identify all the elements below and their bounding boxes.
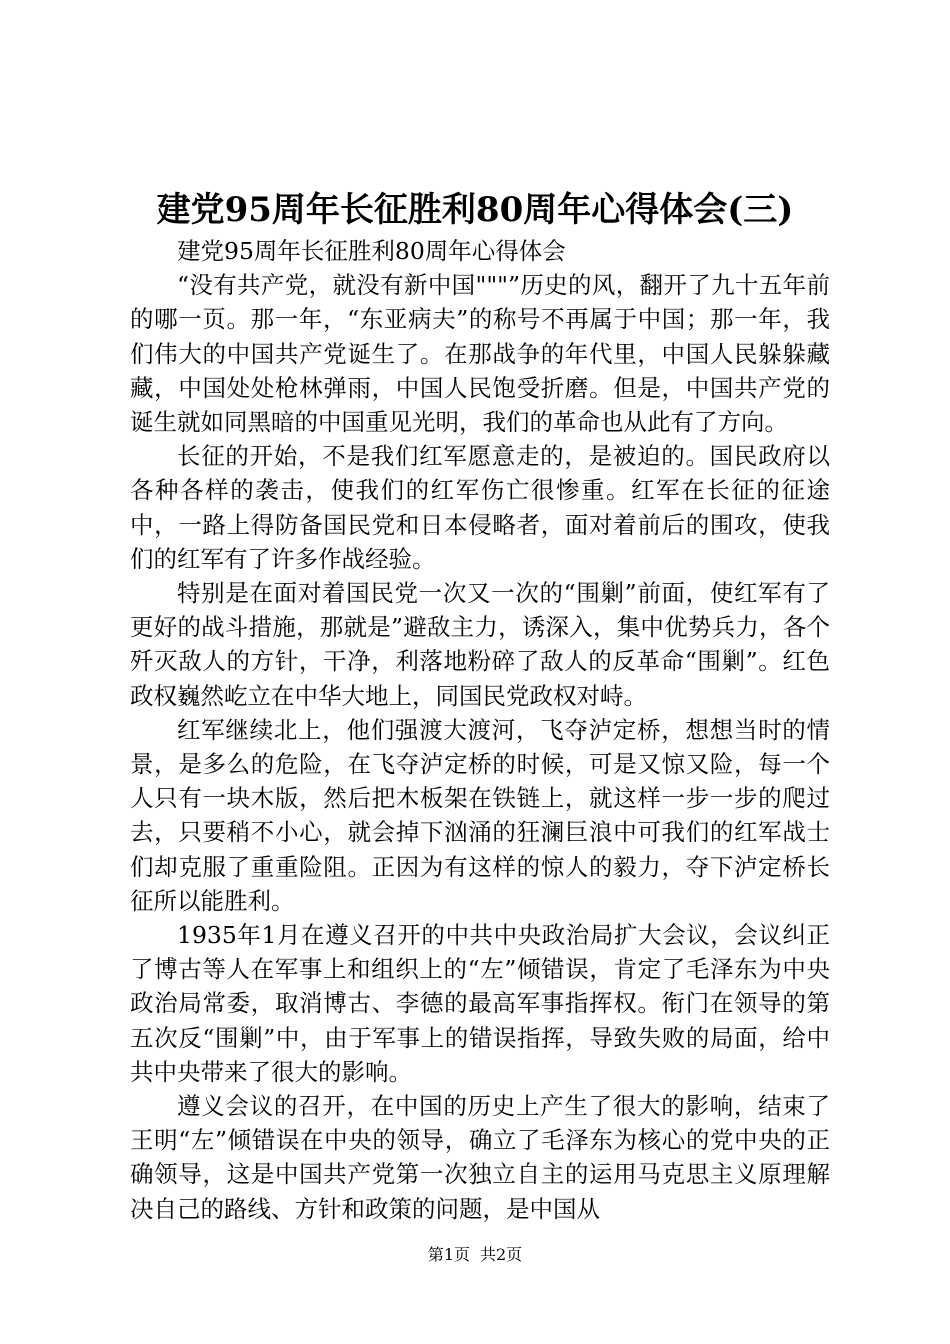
document-title: 建党95周年长征胜利80周年心得体会(三) <box>156 190 794 230</box>
document-body <box>130 234 830 1226</box>
paragraph: “没有共产党，就没有新中国"""”历史的风，翻开了九十五年前的哪一页。那一年，“东亚病夫”的称号不再属于中国；那一年，我们伟大的中国共产党诞生了。在那战争的年代里，中国人民躲躲藏藏，中国处处枪林弹雨，中国人民饱受折磨。但是，中国共产党的诞生就如同黑暗的中国重见光明，我们的革命也从此有了方向。 <box>130 271 830 437</box>
page-number-total: 共2页 <box>480 1245 523 1264</box>
paragraph: 特别是在面对着国民党一次又一次的“围剿”前面，使红军有了更好的战斗措施，那就是”避敌主力，诱深入，集中优势兵力，各个歼灭敌人的方针，干净，利落地粉碎了敌人的反革命“围剿”。红色政权巍然屹立在中华大地上，同国民党政权对峙。 <box>130 579 830 710</box>
page-footer <box>0 1244 950 1266</box>
paragraph: 红军继续北上，他们强渡大渡河，飞夺泸定桥，想想当时的情景，是多么的危险，在飞夺泸定桥的时候，可是又惊又险，每一个人只有一块木版，然后把木板架在铁链上，就这样一步一步的爬过去，只要稍不小心，就会掉下汹涌的狂澜巨浪中可我们的红军战士们却克服了重重险阻。正因为有这样的惊人的毅力，夺下泸定桥长征所以能胜利。 <box>130 715 830 915</box>
paragraph: 1935年1月在遵义召开的中共中央政治局扩大会议，会议纠正了博古等人在军事上和组织上的“左”倾错误，肯定了毛泽东为中央政治局常委，取消博古、李德的最高军事指挥权。衔门在领导的第五次反“围剿”中，由于军事上的错误指挥，导致失败的局面，给中共中央带来了很大的影响。 <box>130 921 830 1086</box>
page-number-current: 第1页 <box>427 1245 470 1264</box>
paragraph: 遵义会议的召开，在中国的历史上产生了很大的影响，结束了王明“左”倾错误在中央的领导，确立了毛泽东为核心的党中央的正确领导，这是中国共产党第一次独立自主的运用马克思主义原理解决自己的路线、方针和政策的问题，是中国从 <box>130 1092 830 1223</box>
paragraph-subtitle: 建党95周年长征胜利80周年心得体会 <box>177 237 566 265</box>
paragraph: 长征的开始，不是我们红军愿意走的，是被迫的。国民政府以各种各样的袭击，使我们的红军伤亡很惨重。红军在长征的征途中，一路上得防备国民党和日本侵略者，面对着前后的围攻，使我们的红军有了许多作战经验。 <box>130 442 830 573</box>
